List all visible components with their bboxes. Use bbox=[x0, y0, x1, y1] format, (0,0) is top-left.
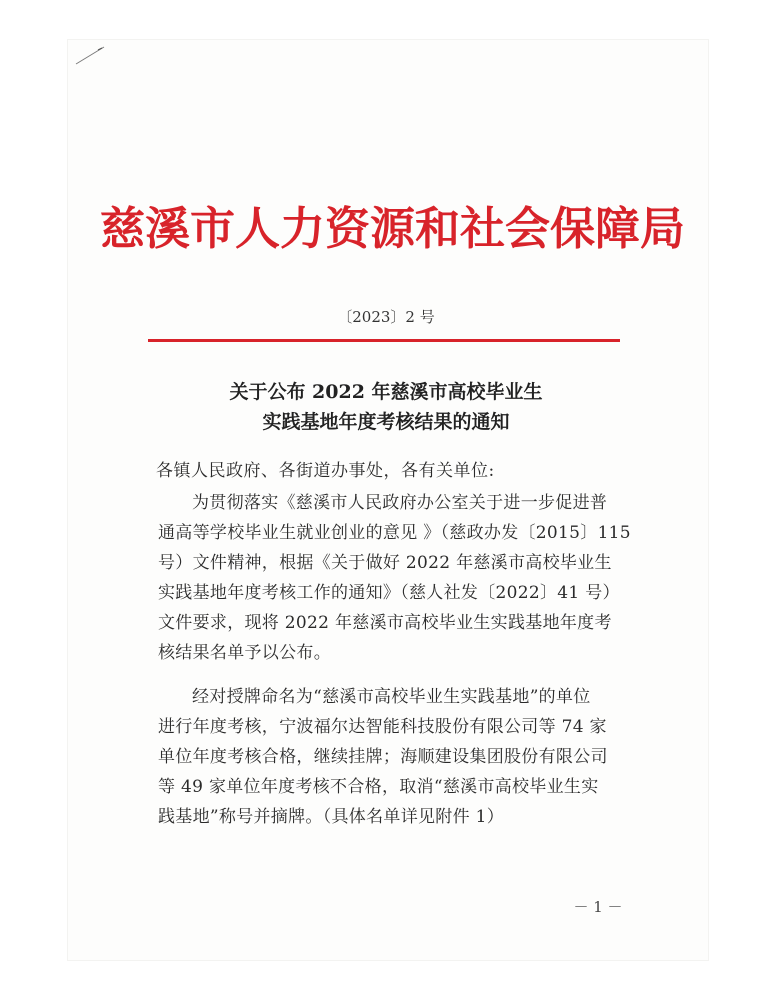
paragraph-line: 单位年度考核合格，继续挂牌；海顺建设集团股份有限公司 bbox=[158, 747, 608, 767]
paragraph-line: 为贯彻落实《慈溪市人民政府办公室关于进一步促进普 bbox=[192, 493, 608, 513]
paragraph-2 bbox=[158, 682, 618, 832]
agency-header: 慈溪市人力资源和社会保障局 bbox=[100, 202, 686, 255]
document-number: 〔2023〕2 号 bbox=[337, 308, 435, 326]
paragraph-line: 经对授牌命名为“慈溪市高校毕业生实践基地”的单位 bbox=[192, 687, 591, 707]
pen-mark-icon bbox=[74, 44, 108, 66]
paragraph-line: 核结果名单予以公布。 bbox=[158, 643, 331, 663]
red-divider bbox=[148, 339, 620, 342]
paragraph-line: 号）文件精神，根据《关于做好 2022 年慈溪市高校毕业生 bbox=[158, 553, 612, 573]
title-line-1: 关于公布 2022 年慈溪市高校毕业生 bbox=[229, 381, 543, 403]
page-number: － 1 － bbox=[573, 898, 623, 916]
paragraph-line: 等 49 家单位年度考核不合格，取消“慈溪市高校毕业生实 bbox=[158, 777, 599, 797]
salutation: 各镇人民政府、各街道办事处，各有关单位: bbox=[156, 461, 495, 481]
paragraph-line: 实践基地年度考核工作的通知》（慈人社发〔2022〕41 号） bbox=[158, 583, 620, 603]
paragraph-line: 进行年度考核，宁波福尔达智能科技股份有限公司等 74 家 bbox=[158, 717, 607, 737]
paragraph-1 bbox=[158, 488, 631, 668]
paragraph-line: 文件要求，现将 2022 年慈溪市高校毕业生实践基地年度考 bbox=[158, 613, 612, 633]
title-line-2: 实践基地年度考核结果的通知 bbox=[262, 411, 510, 433]
document-title bbox=[140, 377, 632, 437]
paragraph-line: 践基地”称号并摘牌。（具体名单详见附件 1） bbox=[158, 807, 505, 827]
paragraph-line: 通高等学校毕业生就业创业的意见 》（慈政办发〔2015〕115 bbox=[158, 523, 631, 543]
